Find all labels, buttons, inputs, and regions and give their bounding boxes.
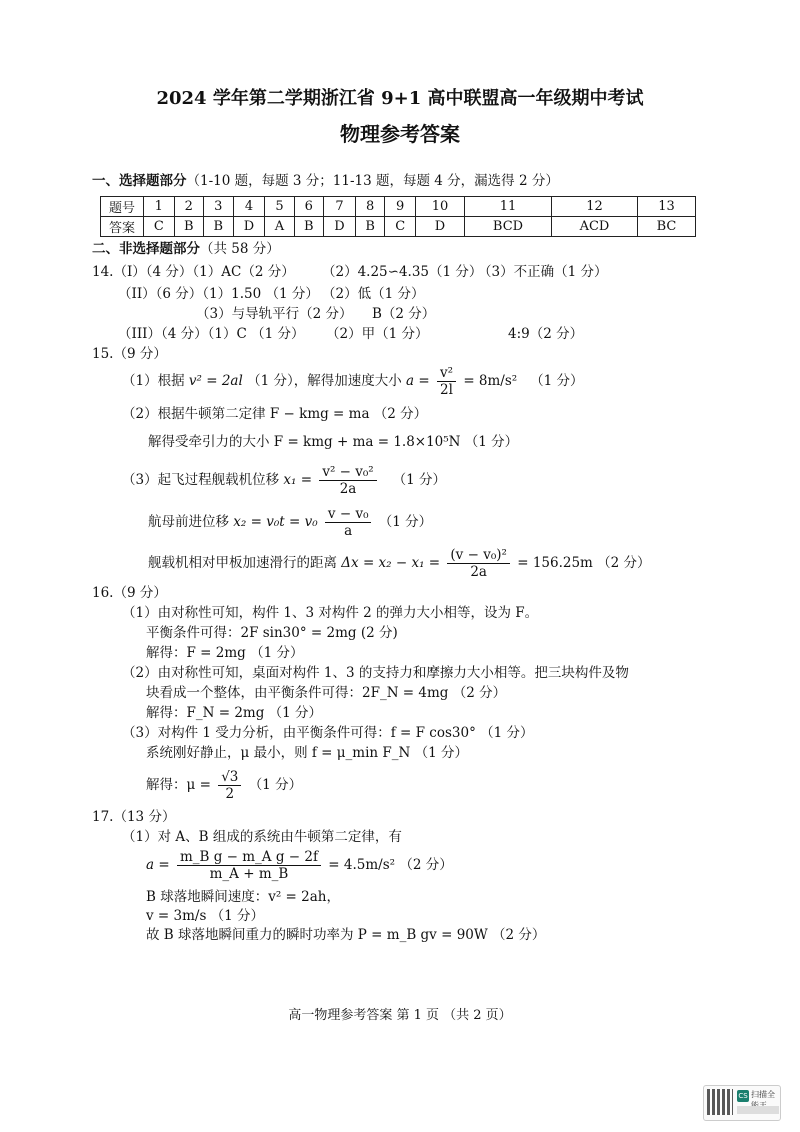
fraction-denominator: 2a bbox=[339, 481, 357, 497]
table-cell: B bbox=[294, 217, 323, 237]
section1-heading: 一、选择题部分 bbox=[92, 173, 187, 189]
q15-part3-text: （3）起飞过程舰载机位移 bbox=[122, 472, 280, 488]
q14-line4a: （III）（4 分）（1）C （1 分） bbox=[118, 326, 305, 342]
q16-heading: 16.（9 分） bbox=[92, 585, 167, 601]
table-cell: C bbox=[144, 217, 175, 237]
table-cell: B bbox=[204, 217, 233, 237]
table-cell: 5 bbox=[265, 197, 294, 217]
section1-note: （1-10 题，每题 3 分；11-13 题，每题 4 分，漏选得 2 分） bbox=[186, 173, 559, 189]
q15-part1-fraction bbox=[437, 365, 456, 398]
table-cell: 4 bbox=[233, 197, 265, 217]
q17-line4: v = 3m/s （1 分） bbox=[146, 908, 265, 924]
fraction-numerator: v² − v₀² bbox=[319, 464, 376, 481]
page-footer: 高一物理参考答案 第 1 页 （共 2 页） bbox=[288, 1008, 512, 1023]
scanner-brand-tagline bbox=[737, 1106, 779, 1114]
section2-note: （共 58 分） bbox=[200, 241, 280, 257]
q15-part3-line3 bbox=[148, 546, 651, 580]
q14-line3b: B（2 分） bbox=[372, 306, 436, 322]
scanner-watermark bbox=[703, 1085, 781, 1121]
fraction-denominator: 2l bbox=[440, 382, 453, 398]
section2-heading: 二、非选择题部分 bbox=[92, 241, 200, 257]
table-cell: 7 bbox=[323, 197, 355, 217]
q16-line8: 系统刚好静止，μ 最小，则 f = μ_min F_N （1 分） bbox=[146, 745, 468, 761]
table-cell: 3 bbox=[204, 197, 233, 217]
q15-part3-result: = 156.25m （2 分） bbox=[517, 555, 651, 571]
q17-line2-result: = 4.5m/s² （2 分） bbox=[328, 857, 453, 873]
table-cell: D bbox=[415, 217, 464, 237]
fraction-denominator: 2a bbox=[470, 564, 487, 580]
table-cell: 9 bbox=[385, 197, 416, 217]
q15-part3-formula3: Δx = x₂ − x₁ = bbox=[341, 555, 441, 571]
q15-part1 bbox=[122, 364, 583, 398]
q16-line3: 解得：F = 2mg （1 分） bbox=[146, 645, 304, 661]
table-cell: 6 bbox=[294, 197, 323, 217]
q17-line5: 故 B 球落地瞬间重力的瞬时功率为 P = m_B gv = 90W （2 分） bbox=[146, 927, 546, 943]
q16-line9 bbox=[146, 766, 302, 804]
q17-heading: 17.（13 分） bbox=[92, 809, 176, 825]
q15-part3-text2: 航母前进位移 bbox=[148, 514, 229, 530]
table-cell: ACD bbox=[552, 217, 638, 237]
fraction-denominator: m_A + m_B bbox=[209, 866, 289, 882]
section2-heading-line bbox=[92, 240, 280, 258]
table-cell: B bbox=[174, 217, 203, 237]
q14-line2b: （2）低（1 分） bbox=[322, 286, 425, 302]
scanner-brand-label: 扫描全 bbox=[751, 1090, 775, 1099]
q15-part3-fraction3 bbox=[447, 547, 510, 580]
table-cell: BC bbox=[637, 217, 695, 237]
table-cell: 2 bbox=[174, 197, 203, 217]
table-cell: C bbox=[385, 217, 416, 237]
q14-line2a: （II）（6 分）（1）1.50 （1 分） bbox=[118, 286, 319, 302]
q16-line7: （3）对构件 1 受力分析，由平衡条件可得：f = F cos30° （1 分） bbox=[122, 725, 534, 741]
fraction-denominator: 2 bbox=[225, 786, 235, 802]
q17-line3: B 球落地瞬间速度：v² = 2ah， bbox=[146, 889, 340, 905]
q15-part3-fraction bbox=[319, 464, 376, 497]
table-cell: 11 bbox=[464, 197, 551, 217]
q16-line6: 解得：F_N = 2mg （1 分） bbox=[146, 705, 323, 721]
q16-line5: 块看成一个整体，由平衡条件可得：2F_N = 4mg （2 分） bbox=[146, 685, 507, 701]
q15-part3-formula2: x₂ = v₀t = v₀ bbox=[233, 514, 318, 530]
q15-part3-score: （1 分） bbox=[392, 472, 446, 488]
table-cell: A bbox=[265, 217, 294, 237]
q15-part1-result: = 8m/s² bbox=[463, 373, 518, 389]
exam-title: 2024 学年第二学期浙江省 9+1 高中联盟高一年级期中考试 bbox=[156, 88, 644, 109]
q17-line2-lhs: a = bbox=[146, 857, 170, 873]
q17-line2 bbox=[146, 847, 453, 883]
fraction-numerator: (v − v₀)² bbox=[447, 547, 510, 564]
fraction-numerator: m_B g − m_A g − 2f bbox=[177, 849, 321, 866]
table-cell: 8 bbox=[355, 197, 384, 217]
q15-part2: （2）根据牛顿第二定律 F − kmg = ma （2 分） bbox=[122, 406, 428, 422]
q16-line2: 平衡条件可得：2F sin30° = 2mg (2 分) bbox=[146, 625, 398, 641]
table-cell: B bbox=[355, 217, 384, 237]
exam-subtitle: 物理参考答案 bbox=[340, 122, 460, 146]
q14-line3a: （3）与导轨平行（2 分） bbox=[196, 306, 353, 322]
q15-part1-score: （1 分） bbox=[530, 373, 584, 389]
q15-part2-result: 解得受牵引力的大小 F = kmg + ma = 1.8×10⁵N （1 分） bbox=[148, 434, 519, 450]
answer-table bbox=[100, 196, 696, 237]
q14-line1a: 14.（I）（4 分）（1）AC（2 分） bbox=[92, 264, 295, 280]
q15-part3-line2 bbox=[148, 505, 432, 539]
table-row-answers bbox=[101, 217, 696, 237]
q15-part3 bbox=[122, 463, 446, 497]
section1-heading-line bbox=[92, 172, 559, 190]
table-cell: 10 bbox=[415, 197, 464, 217]
q15-part1-formula: v² = 2al bbox=[188, 373, 243, 389]
q15-part1-text2: （1 分），解得加速度大小 bbox=[247, 373, 402, 389]
fraction-numerator: √3 bbox=[218, 769, 241, 786]
table-cell: 1 bbox=[144, 197, 175, 217]
table-cell-label: 题号 bbox=[101, 197, 144, 217]
q15-heading: 15.（9 分） bbox=[92, 346, 167, 362]
fraction-numerator: v − v₀ bbox=[325, 506, 372, 523]
q15-part3-lhs: x₁ = bbox=[283, 472, 313, 488]
fraction-numerator: v² bbox=[437, 365, 456, 382]
table-cell: 13 bbox=[637, 197, 695, 217]
q15-part1-lhs: a = bbox=[406, 373, 430, 389]
q14-line4c: 4:9（2 分） bbox=[508, 326, 584, 342]
q16-line9-lhs: 解得：μ = bbox=[146, 777, 211, 793]
q16-line1: （1）由对称性可知，构件 1、3 对构件 2 的弹力大小相等，设为 F。 bbox=[122, 605, 539, 621]
camscanner-logo-icon: CS bbox=[738, 1092, 748, 1100]
q16-line9-score: （1 分） bbox=[248, 777, 303, 793]
table-cell-label: 答案 bbox=[101, 217, 144, 237]
table-cell: 12 bbox=[552, 197, 638, 217]
q15-part3-text3: 舰载机相对甲板加速滑行的距离 bbox=[148, 555, 337, 571]
table-cell: D bbox=[323, 217, 355, 237]
qr-code-icon bbox=[707, 1089, 733, 1115]
table-cell: BCD bbox=[464, 217, 551, 237]
q15-part3-fraction2 bbox=[325, 506, 372, 539]
q17-line2-fraction bbox=[177, 849, 321, 882]
q17-line1: （1）对 A、B 组成的系统由牛顿第二定律，有 bbox=[122, 829, 402, 845]
q16-line4: （2）由对称性可知，桌面对构件 1、3 的支持力和摩擦力大小相等。把三块构件及物 bbox=[122, 665, 629, 681]
q14-line4b: （2）甲（1 分） bbox=[326, 326, 429, 342]
q14-line1b: （2）4.25∽4.35（1 分） bbox=[322, 264, 483, 280]
q15-part3-score2: （1 分） bbox=[378, 514, 433, 530]
table-cell: D bbox=[233, 217, 265, 237]
q14-line1c: （3）不正确（1 分） bbox=[478, 264, 608, 280]
table-row-numbers bbox=[101, 197, 696, 217]
fraction-denominator: a bbox=[344, 523, 353, 539]
q16-line9-fraction bbox=[218, 769, 241, 802]
q15-part1-text: （1）根据 bbox=[122, 373, 185, 389]
